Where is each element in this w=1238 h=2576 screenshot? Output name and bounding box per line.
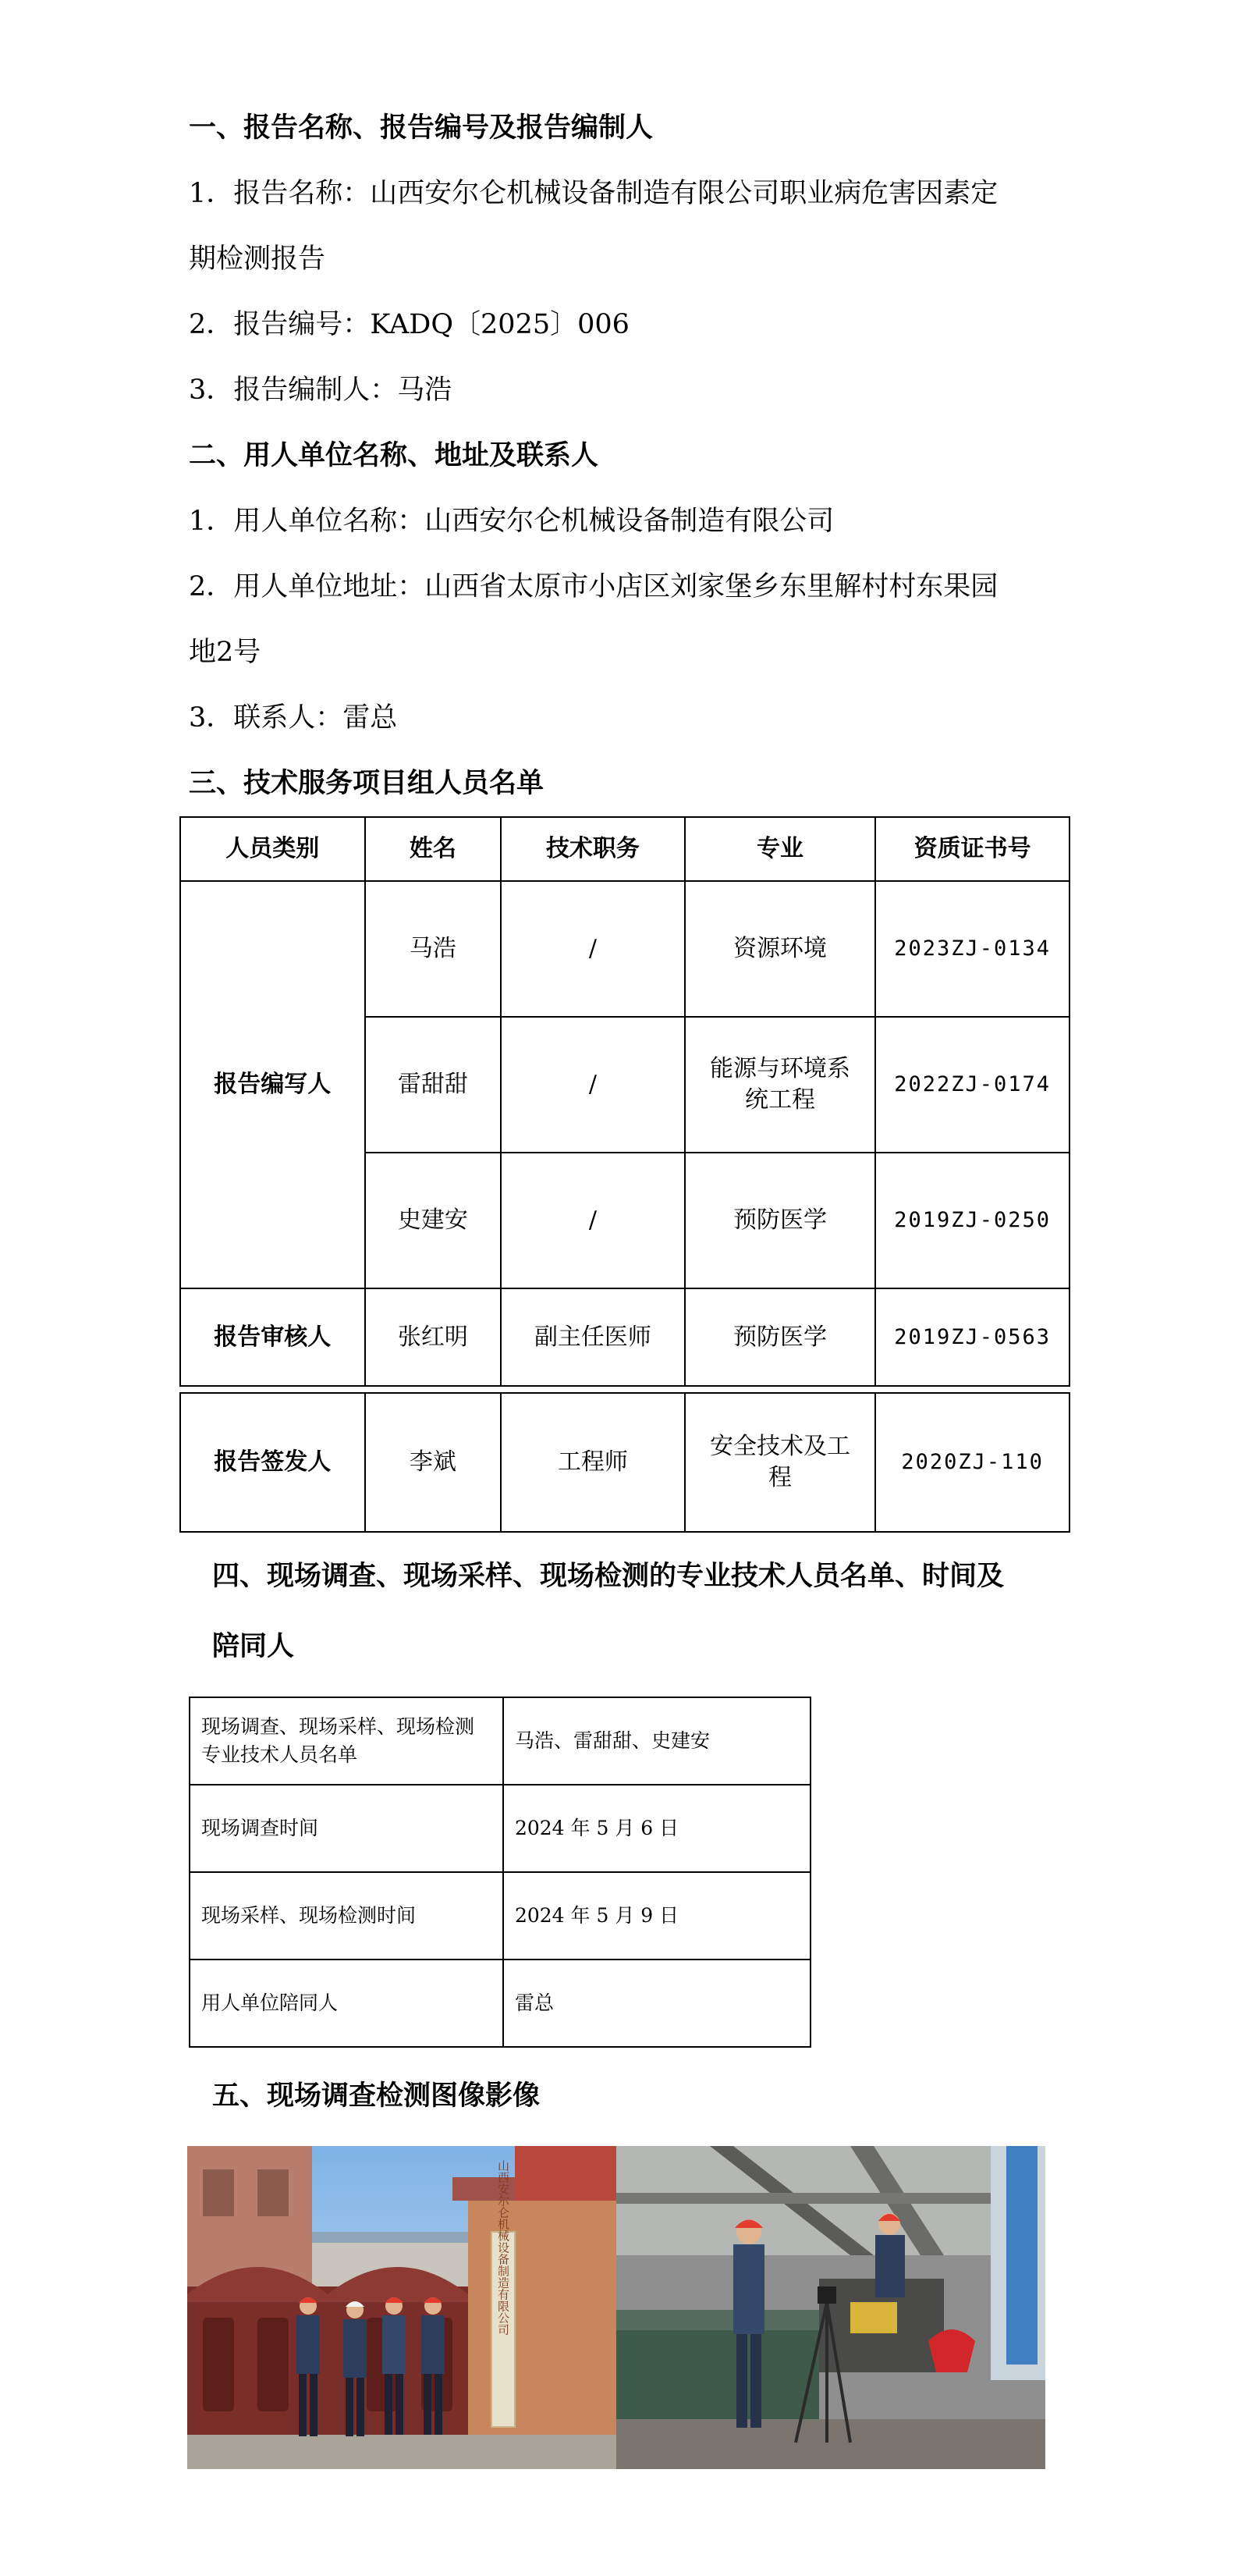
staff-title: 副主任医师 — [501, 1288, 685, 1386]
staff-major: 预防医学 — [685, 1153, 876, 1288]
photo-onsite-measurement — [616, 2146, 1045, 2469]
header-cert: 资质证书号 — [875, 817, 1070, 881]
header-category: 人员类别 — [180, 817, 365, 881]
staff-title: / — [501, 881, 685, 1017]
group-writers: 报告编写人 — [180, 881, 365, 1288]
staff-name: 史建安 — [365, 1153, 502, 1288]
staff-cert: 2020ZJ-110 — [875, 1393, 1070, 1532]
employer-address-line2: 地2号 — [189, 637, 261, 668]
table-row — [190, 1872, 811, 1960]
section5-heading: 五、现场调查检测图像影像 — [212, 2080, 541, 2112]
table-row — [190, 1785, 811, 1872]
field-value: 马浩、雷甜甜、史建安 — [503, 1697, 811, 1785]
table-row — [190, 1697, 811, 1785]
section1-heading: 一、报告名称、报告编号及报告编制人 — [189, 112, 654, 144]
field-value: 雷总 — [503, 1960, 811, 2047]
table-row — [190, 1960, 811, 2047]
report-name-line2: 期检测报告 — [189, 243, 326, 275]
field-value: 2024 年 5 月 6 日 — [503, 1785, 811, 1872]
table-row — [180, 1393, 1070, 1532]
section3-heading: 三、技术服务项目组人员名单 — [189, 767, 545, 799]
staff-title: / — [501, 1017, 685, 1153]
field-label: 现场调查、现场采样、现场检测专业技术人员名单 — [190, 1697, 503, 1785]
staff-table-header-row — [180, 817, 1070, 881]
staff-cert: 2022ZJ-0174 — [875, 1017, 1070, 1153]
staff-major: 安全技术及工程 — [685, 1393, 876, 1532]
staff-name: 李斌 — [365, 1393, 502, 1532]
staff-name: 马浩 — [365, 881, 502, 1017]
staff-title: / — [501, 1153, 685, 1288]
staff-major: 资源环境 — [685, 881, 876, 1017]
staff-name: 雷甜甜 — [365, 1017, 502, 1153]
table-row — [180, 1288, 1070, 1386]
header-name: 姓名 — [365, 817, 502, 881]
group-issuer: 报告签发人 — [180, 1393, 365, 1532]
report-number: 2．报告编号：KADQ〔2025〕006 — [189, 309, 630, 340]
staff-title: 工程师 — [501, 1393, 685, 1532]
report-name-line1: 1．报告名称：山西安尔仑机械设备制造有限公司职业病危害因素定 — [189, 178, 999, 209]
photo-team-at-gate — [187, 2146, 616, 2469]
field-label: 现场采样、现场检测时间 — [190, 1872, 503, 1960]
staff-cert: 2023ZJ-0134 — [875, 881, 1070, 1017]
staff-cert: 2019ZJ-0563 — [875, 1288, 1070, 1386]
header-major: 专业 — [685, 817, 876, 881]
field-label: 现场调查时间 — [190, 1785, 503, 1872]
contact-person: 3．联系人：雷总 — [189, 702, 398, 734]
header-title: 技术职务 — [501, 817, 685, 881]
employer-address-line1: 2．用人单位地址：山西省太原市小店区刘家堡乡东里解村村东果园 — [189, 571, 999, 602]
employer-name: 1．用人单位名称：山西安尔仑机械设备制造有限公司 — [189, 506, 835, 537]
staff-table — [179, 816, 1070, 1387]
group-reviewer: 报告审核人 — [180, 1288, 365, 1386]
staff-major: 能源与环境系统工程 — [685, 1017, 876, 1153]
report-author: 3．报告编制人：马浩 — [189, 375, 452, 406]
section4-heading-line1: 四、现场调查、现场采样、现场检测的专业技术人员名单、时间及 — [212, 1560, 1005, 1592]
staff-name: 张红明 — [365, 1288, 502, 1386]
section4-heading-line2: 陪同人 — [212, 1630, 295, 1662]
field-value: 2024 年 5 月 9 日 — [503, 1872, 811, 1960]
staff-major: 预防医学 — [685, 1288, 876, 1386]
gate-sign-text: 山西安尔仑机械设备制造有限公司 — [496, 2159, 510, 2336]
staff-table-issuer — [179, 1392, 1070, 1533]
table-row — [180, 881, 1070, 1017]
staff-cert: 2019ZJ-0250 — [875, 1153, 1070, 1288]
field-work-table — [189, 1697, 811, 2048]
field-label: 用人单位陪同人 — [190, 1960, 503, 2047]
section2-heading: 二、用人单位名称、地址及联系人 — [189, 439, 599, 471]
